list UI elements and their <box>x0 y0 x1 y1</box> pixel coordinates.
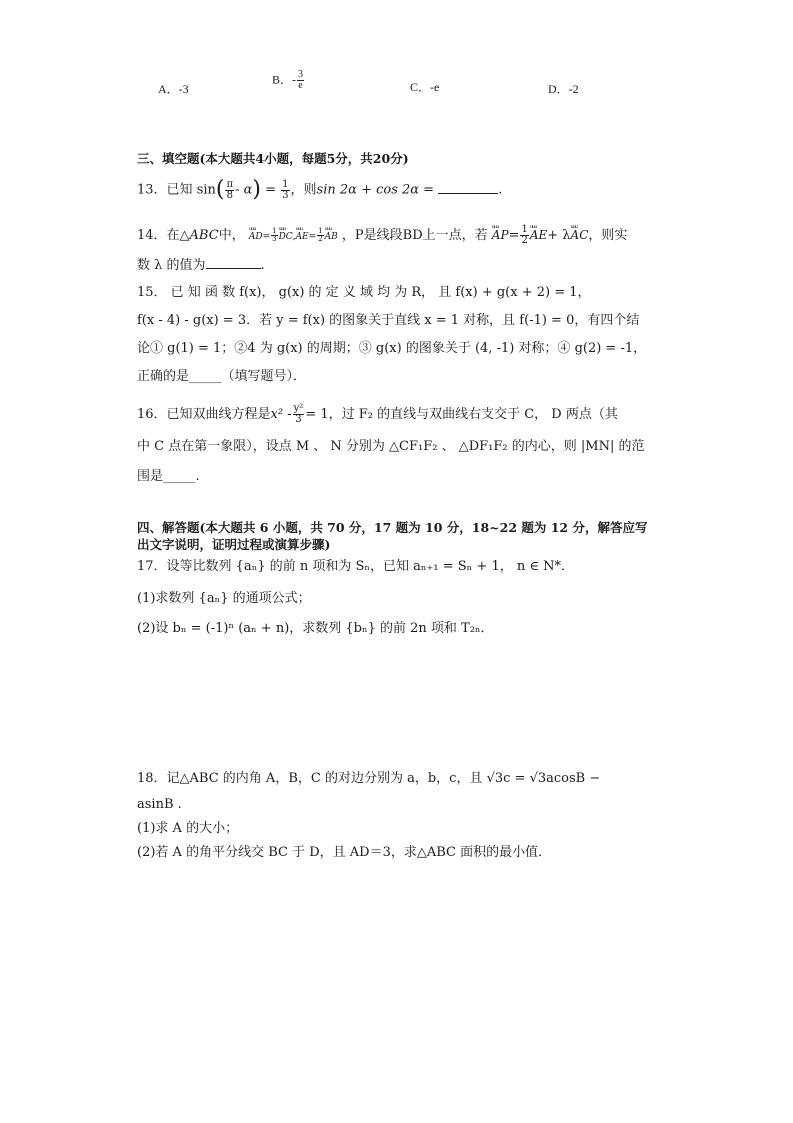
q16-x-squared: x² - <box>270 407 292 422</box>
q14-eq2: = <box>308 232 317 242</box>
section-4-title-line-2: 出文字说明，证明过程或演算步骤) <box>137 537 331 552</box>
q14-vector-ae: uuu AE <box>296 224 309 250</box>
question-15-line-1: 15． 已 知 函 数 f(x)， g(x) 的 定 义 域 均 为 R， 且 f(x) + g(x + 2) = 1， <box>137 285 591 300</box>
question-15-line-4: 正确的是_____（填写题号）． <box>137 369 307 384</box>
option-b-denominator: e <box>298 80 303 91</box>
q14-vector-dc: uuu DC <box>279 224 293 250</box>
q13-one: 1 <box>282 178 289 190</box>
question-17-part-1: (1)求数列 {aₙ} 的通项公式； <box>137 591 311 606</box>
option-b-numerator: 3 <box>298 69 304 80</box>
q13-eight: 8 <box>226 189 233 201</box>
q13-end: . <box>498 182 503 198</box>
q14-triangle: △ABC <box>179 228 219 243</box>
q13-right-paren: ) <box>252 177 261 202</box>
section-3-title: 三、填空题(本大题共4小题，每题5分，共20分) <box>137 151 409 166</box>
q16-rest: = 1，过 F₂ 的直线与双曲线右支交于 C， D 两点（其 <box>305 407 618 422</box>
q14-middle-text: ，P是线段BD上一点，若 <box>341 228 488 243</box>
question-18-line-1: 18．记△ABC 的内角 A，B，C 的对边分别为 a，b，c，且 √3c = √3acosB − <box>137 771 601 786</box>
q13-middle: ，则 <box>290 182 317 198</box>
question-14-line-2 <box>137 256 697 275</box>
q14-half-den: 2 <box>318 235 323 243</box>
question-17-line-1: 17．设等比数列 {aₙ} 的前 n 项和为 Sₙ，已知 aₙ₊₁ = Sₙ + 1， n ∈ N*． <box>137 559 574 574</box>
question-18-part-1: (1)求 A 的大小； <box>137 821 239 836</box>
q13-one-third <box>281 180 289 201</box>
question-15-line-3: 论① g(1) = 1；②4 为 g(x) 的周期；③ g(x) 的图象关于 (4, -1) 对称；④ g(2) = -1， <box>137 341 647 356</box>
q14-comma: , <box>292 232 296 242</box>
q16-prefix: 16．已知双曲线方程是 <box>137 407 271 422</box>
q14-half-2 <box>520 225 528 246</box>
q14-zhong: 中， <box>218 228 245 243</box>
q13-sin: sin <box>196 182 216 198</box>
q16-denominator: 3 <box>295 414 302 425</box>
q14-third-den: 3 <box>272 235 277 243</box>
q14-answer-blank <box>206 256 261 269</box>
question-17-part-2: (2)设 bₙ = (-1)ⁿ (aₙ + n)，求数列 {bₙ} 的前 2n 项和 T₂ₙ． <box>137 621 494 636</box>
q14-half <box>317 228 323 243</box>
question-16-line-2: 中 C 点在第一象限），设点 M 、 N 分别为 △CF₁F₂ 、 △DF₁F₂ 的内心，则 |MN| 的范 <box>137 439 645 454</box>
q13-three: 3 <box>282 189 289 201</box>
q13-expression: sin 2α + cos 2α = <box>316 182 435 198</box>
q14-vector-ap: uuu AP <box>492 222 509 248</box>
question-15-line-2: f(x - 4) - g(x) = 3．若 y = f(x) 的图象关于直线 x = 1 对称，且 f(-1) = 0，有四个结 <box>137 313 640 328</box>
q14-line2-end: . <box>260 258 265 273</box>
q13-left-paren: ( <box>215 177 225 202</box>
q14-vector-ab: uuu AB <box>325 224 338 250</box>
option-b-prefix: B．- <box>272 72 297 87</box>
q13-minus-alpha: - α <box>235 182 253 198</box>
q14-vector-ae-2: uuu AE <box>530 222 547 248</box>
q14-half2-num: 1 <box>521 224 528 235</box>
question-18-part-2: (2)若 A 的角平分线交 BC 于 D，且 AD＝3，求△ABC 面积的最小值． <box>137 845 552 860</box>
q14-prefix: 14．在 <box>137 228 180 243</box>
question-18-line-2: asinB . <box>137 797 182 812</box>
q16-y-squared: y² <box>293 403 304 414</box>
question-16-line-3: 围是_____. <box>137 469 200 484</box>
q13-pi: π <box>226 178 234 190</box>
q13-equals: = <box>265 182 277 198</box>
q13-prefix: 13．已知 <box>137 182 193 198</box>
q14-third <box>271 228 277 243</box>
q14-vector-ad: uuu AD <box>249 224 263 250</box>
question-14-line-1 <box>137 222 697 248</box>
q14-half-num: 1 <box>318 227 323 235</box>
option-d: D．-2 <box>548 82 579 96</box>
q14-plus-lambda: + λ <box>547 228 571 243</box>
q14-vector-ac: uuu AC <box>571 222 589 248</box>
question-16-line-1 <box>137 400 697 430</box>
section-4-title-line-1: 四、解答题(本大题共 6 小题，共 70 分，17 题为 10 分，18~22 题为 12 分，解答应写 <box>137 520 648 535</box>
q14-eq3: = <box>508 228 520 243</box>
q14-end: ，则实 <box>588 228 628 243</box>
question-13 <box>137 175 697 205</box>
option-c: C．-e <box>410 80 440 94</box>
option-b-fraction <box>297 70 304 91</box>
q13-answer-blank <box>438 181 498 194</box>
option-b <box>272 70 305 91</box>
q13-pi-over-8 <box>225 180 234 201</box>
q14-line2-start: 数 λ 的值为 <box>137 258 206 273</box>
q14-eq1: = <box>262 232 271 242</box>
option-a: A．-3 <box>158 82 189 96</box>
q14-half2-den: 2 <box>521 235 528 246</box>
q14-third-num: 1 <box>272 227 277 235</box>
q16-y2-over-3 <box>293 404 305 425</box>
